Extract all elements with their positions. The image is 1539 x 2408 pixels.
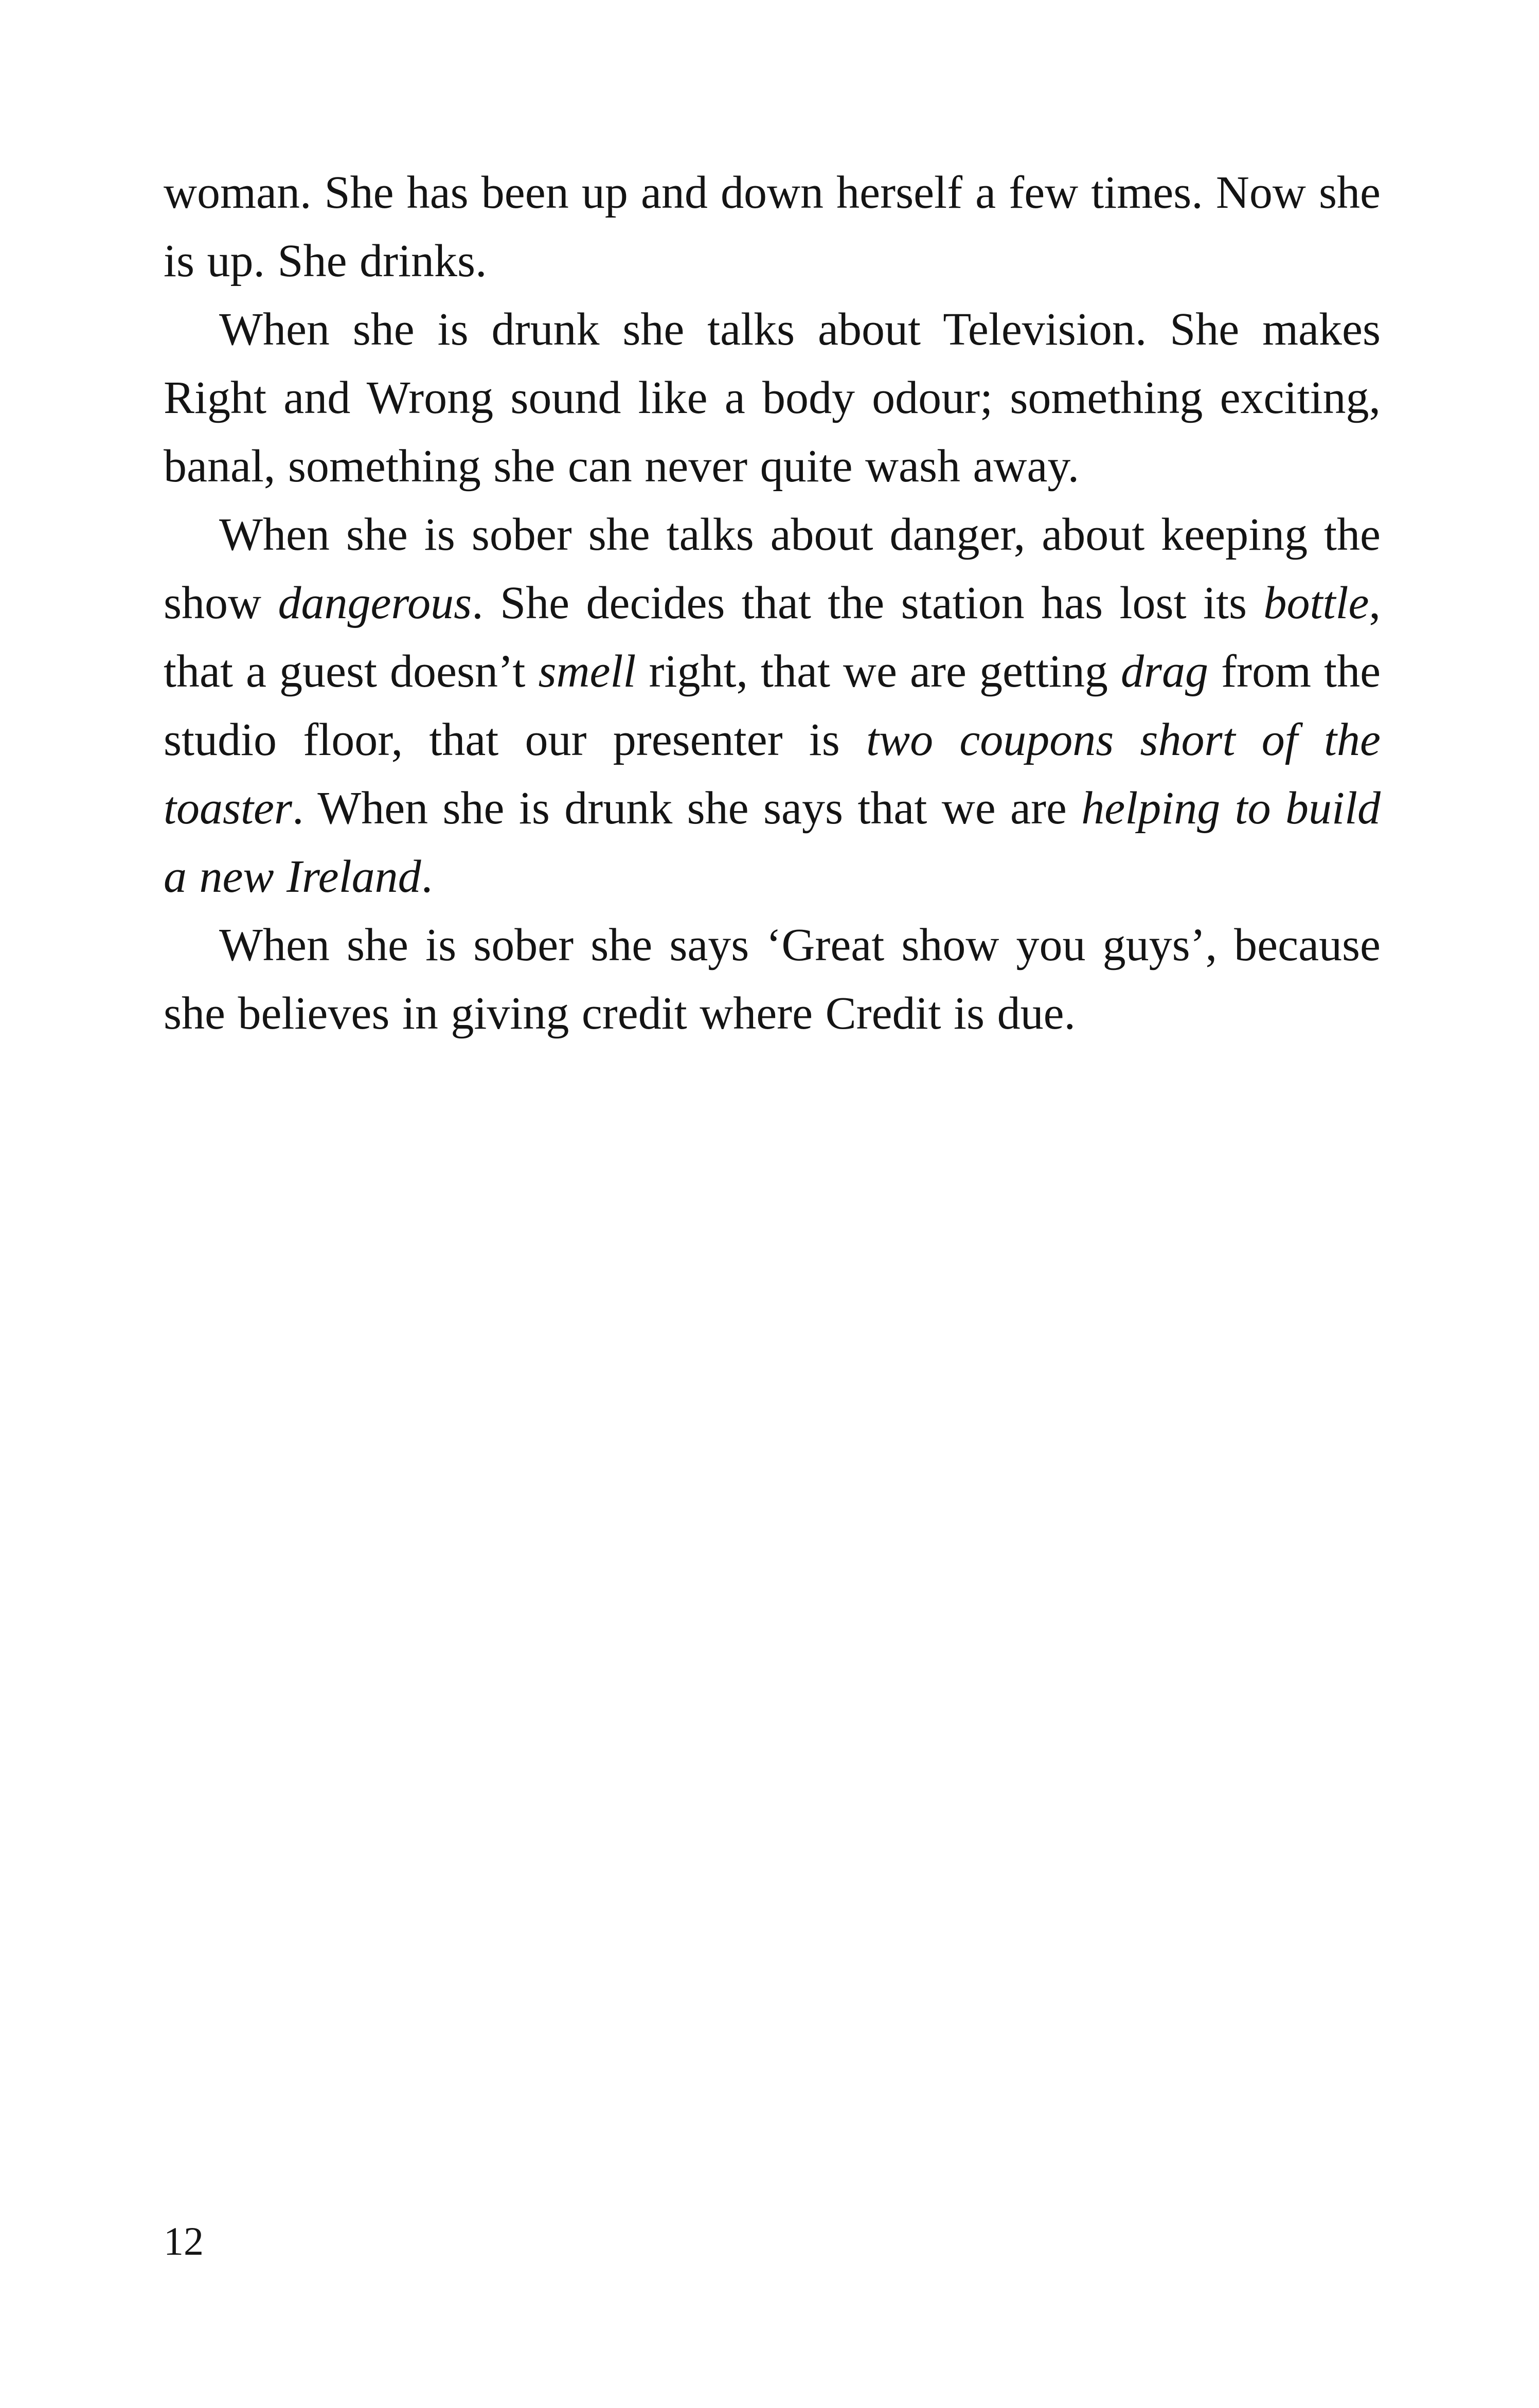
- paragraph-4: [164, 911, 1381, 1048]
- paragraph-3-text: from the studio floor, that our presenter is: [164, 646, 1381, 765]
- italic-smell: smell: [538, 646, 636, 697]
- paragraph-2-text: When she is drunk she talks about Television. She makes Right and Wrong sound like a body odour; something exciting, banal, something she can never quite wash away.: [164, 304, 1381, 492]
- paragraph-2: [164, 295, 1381, 500]
- italic-bottle: bottle: [1263, 578, 1369, 628]
- italic-dangerous: dangerous: [278, 578, 472, 628]
- paragraph-3-text: . She decides that the station has lost its: [472, 578, 1264, 628]
- paragraph-3-text: , that a guest doesn’t: [164, 578, 1381, 697]
- page-number: 12: [164, 2219, 204, 2263]
- paragraph-3-text: right, that we are getting: [636, 646, 1121, 697]
- body-text: [164, 158, 1381, 1048]
- paragraph-3-text: . When she is drunk she says that we are: [292, 783, 1082, 834]
- paragraph-3-text: When she is sober she talks about danger, about keeping the show: [164, 509, 1381, 628]
- paragraph-1-text: woman. She has been up and down herself a few times. Now she is up. She drinks.: [164, 167, 1381, 286]
- paragraph-1: [164, 158, 1381, 295]
- paragraph-4-text: When she is sober she says ‘Great show you guys’, because she believes in giving credit where Credit is due.: [164, 920, 1381, 1039]
- paragraph-3-text: .: [421, 851, 433, 902]
- italic-two-coupons: two coupons short of the toaster: [164, 714, 1381, 834]
- italic-drag: drag: [1120, 646, 1208, 697]
- italic-new-ireland: helping to build a new Ireland: [164, 783, 1381, 902]
- paragraph-3: [164, 500, 1381, 911]
